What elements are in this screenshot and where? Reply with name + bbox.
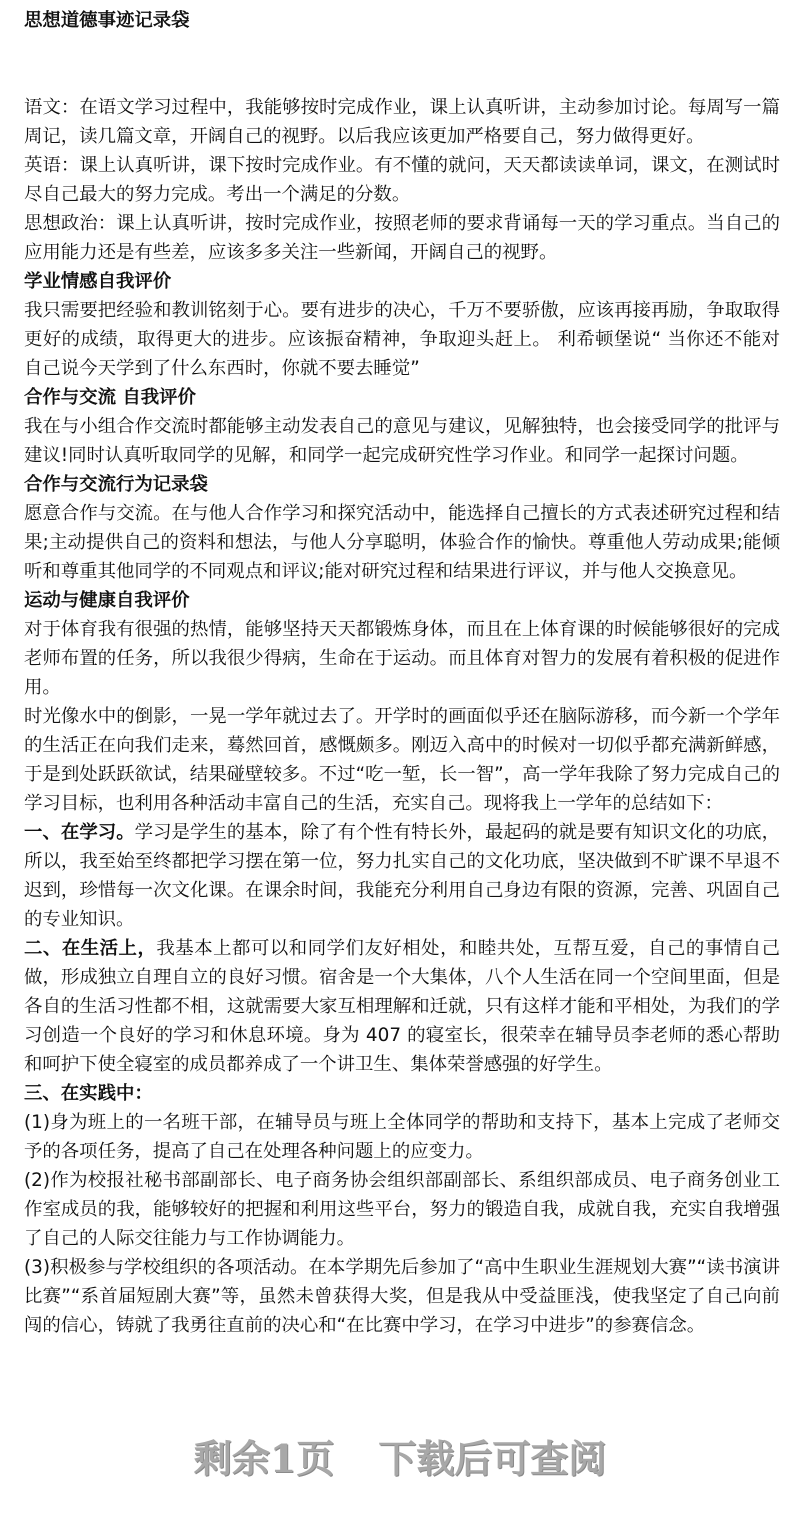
- study-paragraph: [24, 818, 780, 934]
- download-prompt[interactable]: [0, 1428, 800, 1483]
- section-heading: 合作与交流 自我评价: [24, 387, 196, 408]
- life-paragraph: [24, 934, 780, 1079]
- practice-item: (3)积极参与学校组织的各项活动。在本学期先后参加了“高中生职业生涯规划大赛”“读书演讲比赛”“系首届短剧大赛”等，虽然未曾获得大奖，但是我从中受益匪浅，使我坚定了自己向前闯的信心，铸就了我勇往直前的决心和“在比赛中学习，在学习中进步”的参赛信念。: [24, 1257, 780, 1336]
- practice-item: (2)作为校报社秘书部副部长、电子商务协会组织部副部长、系组织部成员、电子商务创业工作室成员的我，能够较好的把握和利用这些平台，努力的锻造自我，成就自我，充实自我增强了自己的人际交往能力与工作协调能力。: [24, 1170, 780, 1249]
- paragraph-politics: 思想政治：课上认真听讲，按时完成作业，按照老师的要求背诵每一天的学习重点。当自己的应用能力还是有些差，应该多多关注一些新闻，开阔自己的视野。: [24, 213, 780, 263]
- section-heading-moral: 思想道德事迹记录袋: [24, 10, 190, 31]
- paragraph-chinese: 语文：在语文学习过程中，我能够按时完成作业，课上认真听讲，主动参加讨论。每周写一篇周记，读几篇文章，开阔自己的视野。以后我应该更加严格要自己，努力做得更好。: [24, 97, 780, 147]
- section-heading: 学业情感自我评价: [24, 271, 172, 292]
- section-text: 我只需要把经验和教训铭刻于心。要有进步的决心，千万不要骄傲，应该再接再励，争取取得更好的成绩，取得更大的进步。应该振奋精神，争取迎头赶上。 利希顿堡说“ 当你还不能对自己说今天学到了什么东西时，你就不要去睡觉”: [24, 300, 780, 379]
- practice-item: (1)身为班上的一名班干部，在辅导员与班上全体同学的帮助和支持下，基本上完成了老师交予的各项任务，提高了自己在处理各种问题上的应变力。: [24, 1112, 780, 1162]
- study-text: 学习是学生的基本，除了有个性有特长外，最起码的就是要有知识文化的功底，所以，我至始至终都把学习摆在第一位，努力扎实自己的文化功底，坚决做到不旷课不早退不迟到，珍惜每一次文化课。在课余时间，我能充分利用自己身边有限的资源，完善、巩固自己的专业知识。: [24, 822, 780, 930]
- life-lead: 二、在生活上，: [24, 938, 157, 959]
- section-text: 我在与小组合作交流时都能够主动发表自己的意见与建议，见解独特，也会接受同学的批评与建议!同时认真听取同学的见解，和同学一起完成研究性学习作业。和同学一起探讨问题。: [24, 416, 780, 466]
- document-body: [24, 6, 780, 1340]
- section-heading: 合作与交流行为记录袋: [24, 474, 208, 495]
- practice-heading: 三、在实践中：: [24, 1083, 153, 1104]
- study-lead: 一、在学习。: [24, 822, 135, 843]
- remaining-pages-label: 剩余1页: [193, 1436, 335, 1481]
- download-to-view-label[interactable]: 下载后可查阅: [378, 1436, 607, 1481]
- life-text: 我基本上都可以和同学们友好相处，和睦共处，互帮互爱，自己的事情自己做，形成独立自理自立的良好习惯。宿舍是一个大集体，八个人生活在同一个空间里面，但是各自的生活习性都不相，这就需要大家互相理解和迁就，只有这样才能和平相处，为我们的学习创造一个良好的学习和休息环境。身为 407 的寝室长，很荣幸在辅导员李老师的悉心帮助和呵护下使全寝室的成员都养成了一个讲卫生、集体荣誉感强的好学生。: [24, 938, 780, 1075]
- section-heading: 运动与健康自我评价: [24, 590, 190, 611]
- summary-intro: 时光像水中的倒影，一晃一学年就过去了。开学时的画面似乎还在脑际游移，而今新一个学年的生活正在向我们走来，蓦然回首，感慨颇多。刚迈入高中的时候对一切似乎都充满新鲜感，于是到处跃跃欲试，结果碰壁较多。不过“吃一堑，长一智”，高一学年我除了努力完成自己的学习目标，也利用各种活动丰富自己的生活，充实自己。现将我上一学年的总结如下：: [24, 706, 780, 814]
- paragraph-english: 英语：课上认真听讲，课下按时完成作业。有不懂的就问，天天都读读单词，课文，在测试时尽自己最大的努力完成。考出一个满足的分数。: [24, 155, 780, 205]
- section-text: 愿意合作与交流。在与他人合作学习和探究活动中，能选择自己擅长的方式表述研究过程和结果;主动提供自己的资料和想法，与他人分享聪明，体验合作的愉快。尊重他人劳动成果;能倾听和尊重其他同学的不同观点和评议;能对研究过程和结果进行评议，并与他人交换意见。: [24, 503, 780, 582]
- section-text: 对于体育我有很强的热情，能够坚持天天都锻炼身体，而且在上体育课的时候能够很好的完成老师布置的任务，所以我很少得病，生命在于运动。而且体育对智力的发展有着积极的促进作用。: [24, 619, 780, 698]
